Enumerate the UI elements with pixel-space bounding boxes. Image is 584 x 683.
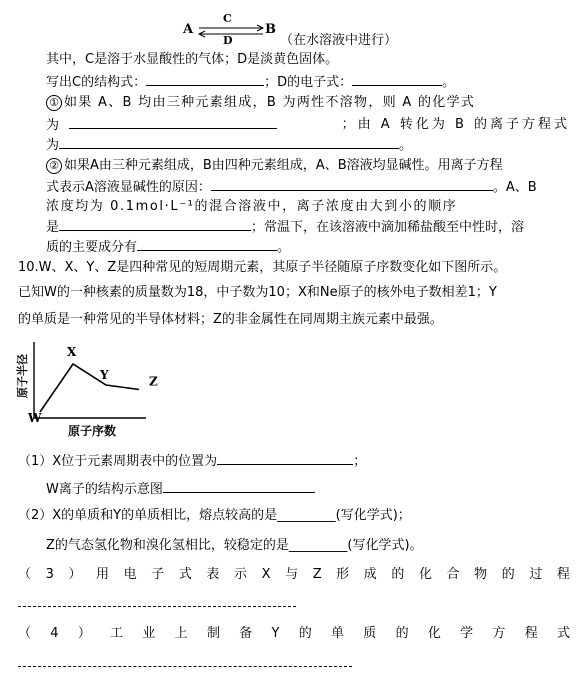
x-axis-label: 原子序数 [68,424,117,438]
d-electron-blank[interactable] [352,73,442,86]
row-char: 业 [142,626,156,641]
sub-q3-line [18,566,570,584]
product-b: B [265,22,276,37]
sub-q1-b: W离子的结构示意图 [46,480,315,499]
line-1: 其中，C是溶于水显酸性的气体；D是淡黄色固体。 [46,52,339,67]
radius-series-line [40,364,139,412]
sub-q2-b: Z的气态氢化物和溴化氢相比，较稳定的是_________(写化学式)。 [46,538,423,553]
reaction-note: （在水溶液中进行） [280,33,398,48]
q10-line-3: 的单质是一种常见的半导体材料；Z的非金属性在同周期主族元素中最强。 [18,312,443,327]
q2-line-a: ② 如果A由三种元素组成，B由四种元素组成，A、B溶液均显碱性。用离子方程 [46,157,503,175]
row-char: Z [312,567,322,582]
row-char: 表 [206,567,220,582]
a-formula-blank[interactable] [69,116,277,129]
q1-line-b: 为 ；由 A 转化为 B 的离子方程式 [46,117,570,133]
line-2: 写出C的结构式： ；D的电子式： 。 [46,75,456,90]
w-ion-diagram-blank[interactable] [163,480,315,493]
sub-q4-line [18,625,570,643]
row-char: 用 [96,567,110,582]
q1-line-a: ① 如果 A、B 均由三种元素组成，B 为两性不溶物，则 A 的化学式 [46,94,570,112]
reaction-scheme [183,12,283,48]
alkaline-reason-blank[interactable] [211,178,493,191]
q10-line-1: 10.W、X、Y、Z是四种常见的短周期元素，其原子半径随原子序数变化如下图所示。 [18,260,507,275]
row-char: 质 [363,626,377,641]
sub-q1-a: （1）X位于元素周期表中的位置为 ； [18,454,367,469]
row-char: 备 [239,626,253,641]
row-char: 工 [110,626,124,641]
row-char: 成 [363,567,377,582]
row-char: 与 [285,567,299,582]
atomic-radius-chart [14,338,158,442]
ion-order-blank[interactable] [59,218,251,231]
y-axis-label: 原子半径 [16,354,29,398]
point-label-z: Z [149,374,158,389]
row-char: 制 [206,626,220,641]
row-char: 的 [391,567,405,582]
label-d: D [223,34,233,47]
row-char: 单 [331,626,345,641]
row-char: 电 [123,567,137,582]
row-char: 化 [418,567,432,582]
row-char: 子 [151,567,165,582]
row-char: 4 [50,626,59,641]
label-c: C [223,12,232,25]
point-label-w: W [28,411,42,425]
row-char: 物 [474,567,488,582]
row-char: ） [77,626,91,641]
row-char: 形 [336,567,350,582]
sub-q2-a: （2）X的单质和Y的单质相比，熔点较高的是_________(写化学式)； [18,508,411,523]
row-char: 的 [501,567,515,582]
row-char: 的 [395,626,409,641]
row-char: 式 [178,567,192,582]
q2-line-c: 浓度均为 0.1mol·L⁻¹的混合溶液中，离子浓度由大到小的顺序 [46,199,458,214]
sub-q3-answer-line[interactable] [18,594,296,607]
row-char: 的 [298,626,312,641]
c-structure-blank[interactable] [146,73,264,86]
x-position-blank[interactable] [217,452,353,465]
row-char: 合 [446,567,460,582]
row-char: 式 [556,626,570,641]
ionic-equation-blank[interactable] [59,136,399,149]
row-char: （ [18,626,32,641]
row-char: Y [271,626,280,641]
q2-line-e: 质的主要成分有 。 [46,240,291,255]
sub-q4-answer-line[interactable] [18,654,352,667]
circled-one: ① [46,95,62,111]
row-char: 3 [45,567,54,582]
q2-line-d: 是 ；常温下，在该溶液中滴加稀盐酸至中性时，溶 [46,220,525,235]
row-char: 过 [529,567,543,582]
row-char: 程 [524,626,538,641]
point-label-x: X [67,345,77,359]
row-char: 学 [460,626,474,641]
row-char: 化 [427,626,441,641]
q1-line-c: 为 。 [46,138,413,153]
row-char: X [261,567,271,582]
q2-line-b: 式表示A溶液显碱性的原因： 。A、B [46,180,537,195]
circled-two: ② [46,158,62,174]
row-char: （ [18,567,32,582]
row-char: 程 [556,567,570,582]
reactant-a: A [183,22,194,37]
point-label-y: Y [100,368,109,382]
row-char: 方 [492,626,506,641]
solute-blank[interactable] [137,238,277,251]
row-char: 示 [234,567,248,582]
row-char: 上 [174,626,188,641]
q10-line-2: 已知W的一种核素的质量数为18，中子数为10；X和Ne原子的核外电子数相差1；Y [18,285,497,300]
row-char: ） [68,567,82,582]
